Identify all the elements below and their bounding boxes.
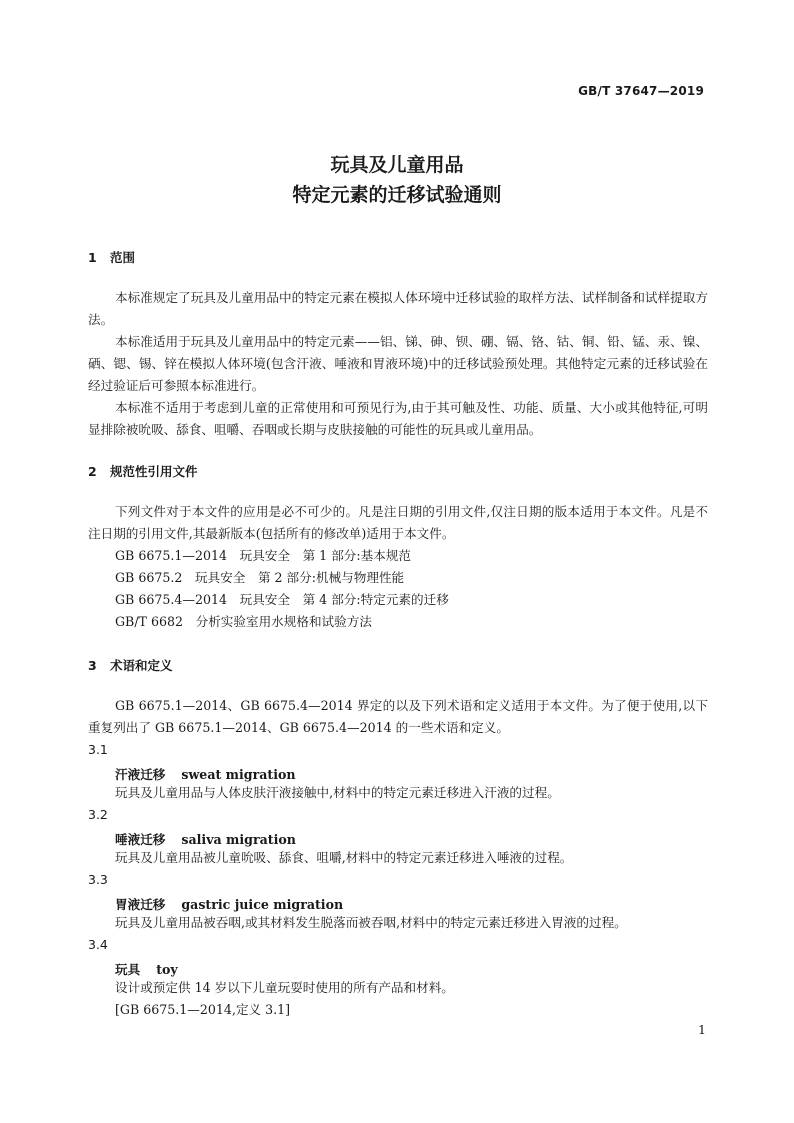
section-number: 2 xyxy=(88,464,97,479)
term-entry xyxy=(115,894,343,913)
document-title-line2: 特定元素的迁移试验通则 xyxy=(292,184,502,206)
standard-code: GB/T 37647—2019 xyxy=(578,84,704,98)
reference-item: GB 6675.2 玩具安全 第 2 部分:机械与物理性能 xyxy=(115,570,405,585)
clause-number: 3.1 xyxy=(88,742,108,757)
term-entry xyxy=(115,959,178,978)
section-heading-terms-definitions xyxy=(88,656,173,674)
term-entry xyxy=(115,764,296,783)
term-zh: 胃液迁移 xyxy=(115,897,166,912)
term-source: [GB 6675.1—2014,定义 3.1] xyxy=(115,1002,291,1017)
term-en: sweat migration xyxy=(181,767,296,782)
reference-item: GB/T 6682 分析实验室用水规格和试验方法 xyxy=(115,614,372,629)
section-title: 规范性引用文件 xyxy=(110,464,198,479)
paragraph: 下列文件对于本文件的应用是必不可少的。凡是注日期的引用文件,仅注日期的版本适用于本文件。凡是不注日期的引用文件,其最新版本(包括所有的修改单)适用于本文件。 xyxy=(88,504,708,541)
term-zh: 汗液迁移 xyxy=(115,767,166,782)
clause-number: 3.3 xyxy=(88,872,108,887)
section-heading-normative-references xyxy=(88,462,198,480)
term-definition: 设计或预定供 14 岁以下儿童玩耍时使用的所有产品和材料。 xyxy=(115,980,454,995)
paragraph: GB 6675.1—2014、GB 6675.4—2014 界定的以及下列术语和定义适用于本文件。为了便于使用,以下重复列出了 GB 6675.1—2014、GB 6675.4—2014 的一些术语和定义。 xyxy=(88,698,708,735)
reference-item: GB 6675.4—2014 玩具安全 第 4 部分:特定元素的迁移 xyxy=(115,592,449,607)
paragraph: 本标准不适用于考虑到儿童的正常使用和可预见行为,由于其可触及性、功能、质量、大小或其他特征,可明显排除被吮吸、舔食、咀嚼、吞咽或长期与皮肤接触的可能性的玩具或儿童用品。 xyxy=(88,400,708,437)
term-definition: 玩具及儿童用品与人体皮肤汗液接触中,材料中的特定元素迁移进入汗液的过程。 xyxy=(115,785,560,800)
term-definition: 玩具及儿童用品被吞咽,或其材料发生脱落而被吞咽,材料中的特定元素迁移进入胃液的过程。 xyxy=(115,915,627,930)
document-title-line1: 玩具及儿童用品 xyxy=(330,154,464,176)
term-en: saliva migration xyxy=(181,832,296,847)
reference-item: GB 6675.1—2014 玩具安全 第 1 部分:基本规范 xyxy=(115,548,412,563)
section-number: 1 xyxy=(88,250,97,265)
paragraph: 本标准规定了玩具及儿童用品中的特定元素在模拟人体环境中迁移试验的取样方法、试样制备和试样提取方法。 xyxy=(88,290,708,327)
clause-number: 3.2 xyxy=(88,807,108,822)
term-zh: 唾液迁移 xyxy=(115,832,166,847)
section-title: 术语和定义 xyxy=(110,658,173,673)
term-entry xyxy=(115,829,296,848)
clause-number: 3.4 xyxy=(88,937,108,952)
section-number: 3 xyxy=(88,658,97,673)
section-heading-scope xyxy=(88,248,135,266)
term-definition: 玩具及儿童用品被儿童吮吸、舔食、咀嚼,材料中的特定元素迁移进入唾液的过程。 xyxy=(115,850,573,865)
paragraph: 本标准适用于玩具及儿童用品中的特定元素——铝、锑、砷、钡、硼、镉、铬、钴、铜、铅、锰、汞、镍、硒、锶、锡、锌在模拟人体环境(包含汗液、唾液和胃液环境)中的迁移试验预处理。其他特定元素的迁移试验在经过验证后可参照本标准进行。 xyxy=(88,334,708,393)
term-zh: 玩具 xyxy=(115,962,141,977)
section-title: 范围 xyxy=(110,250,136,265)
term-en: toy xyxy=(156,962,178,977)
page-number: 1 xyxy=(698,1022,706,1037)
term-en: gastric juice migration xyxy=(181,897,344,912)
